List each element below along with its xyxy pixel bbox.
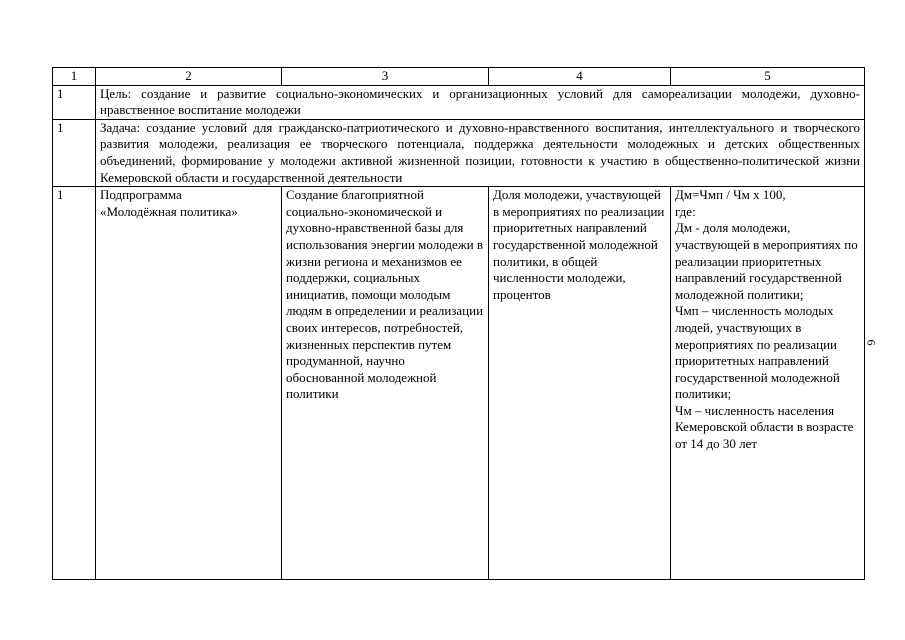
header-col-4: 4 [489,68,671,86]
goal-text: Цель: создание и развитие социально-экономических и организационных условий для самореализации молодежи, духовно-нравственное воспитание молодежи [96,85,865,119]
header-col-5: 5 [671,68,865,86]
header-row [53,68,865,86]
goal-row-number: 1 [53,85,96,119]
page-number: 6 [864,339,879,346]
task-text: Задача: создание условий для гражданско-патриотического и духовно-нравственного воспитания, интеллектуального и творческого развития молодежи, реализация ее творческого потенциала, поддержка деятельности молодежных и детских общественных объединений, формирование у молодежи активной жизненной позиции, готовности к участию в общественно-политической жизни Кемеровской области и государственной деятельности [96,119,865,186]
goal-row [53,85,865,119]
header-col-1: 1 [53,68,96,86]
task-row-number: 1 [53,119,96,186]
indicator-formula: Дм=Чмп / Чм х 100, где: Дм - доля молодежи, участвующей в мероприятиях по реализации приоритетных направлений государственной молодежной политики; Чмп – численность молодых людей, участвующих в мероприятиях по реализации приоритетных направлений государственной молодежной политики; Чм – численность населения Кемеровской области в возрасте от 14 до 30 лет [671,187,865,580]
header-col-3: 3 [282,68,489,86]
subprogram-name: Подпрограмма «Молодёжная политика» [96,187,282,580]
indicator-name: Доля молодежи, участвующей в мероприятиях по реализации приоритетных направлений государственной молодежной политики, в общей численности молодежи, процентов [489,187,671,580]
header-col-2: 2 [96,68,282,86]
task-row [53,119,865,186]
subprogram-row-number: 1 [53,187,96,580]
indicator-table [52,67,865,580]
subprogram-purpose: Создание благоприятной социально-экономической и духовно-нравственной базы для использования энергии молодежи в жизни региона и механизмов ее поддержки, социальных инициатив, помощи молодым людям в определении и реализации своих интересов, потребностей, жизненных перспектив путем продуманной, научно обоснованной молодежной политики [282,187,489,580]
subprogram-row [53,187,865,580]
